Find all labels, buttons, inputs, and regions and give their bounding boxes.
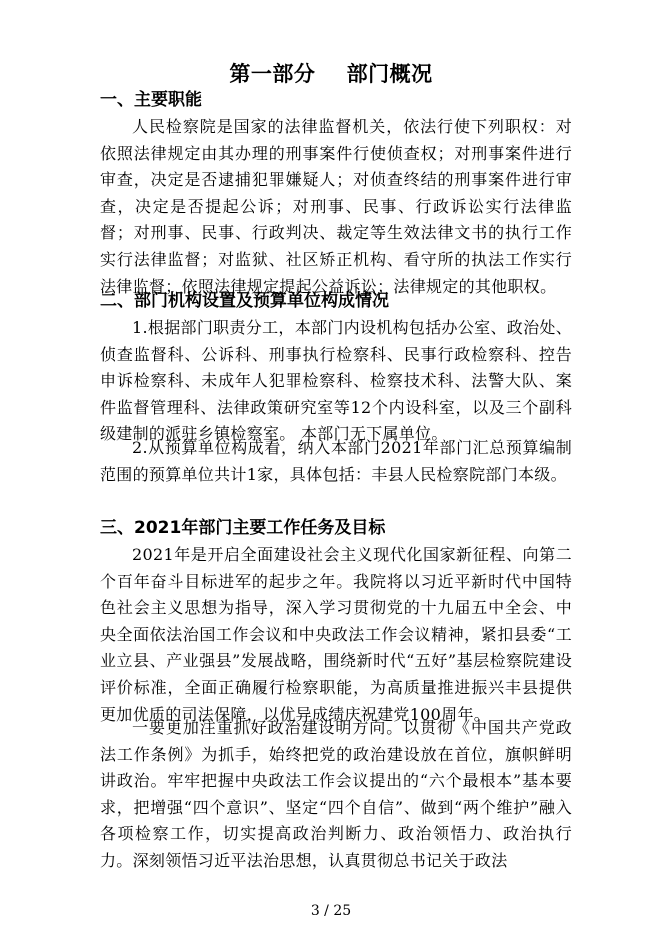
page-title: 第一部分 部门概况: [229, 62, 433, 86]
paragraph-2021-overview: 2021年是开启全面建设社会主义现代化国家新征程、向第二个百年奋斗目标进军的起步之年。我院将以习近平新时代中国特色社会主义思想为指导，深入学习贯彻党的十九届五中全会、中央全面依法治国工作会议和中央政法工作会议精神，紧扣县委“工业立县、产业强县”发展战略，围绕新时代“五好”基层检察院建设评价标准，全面正确履行检察职能，为高质量推进振兴丰县提供更加优质的司法保障，以优异成绩庆祝建党100周年。: [100, 545, 572, 724]
section-heading-main-functions: 一、主要职能: [100, 90, 202, 110]
paragraph-internal-departments: 1.根据部门职责分工，本部门内设机构包括办公室、政治处、侦查监督科、公诉科、刑事执行检察科、民事行政检察科、控告申诉检察科、未成年人犯罪检察科、检察技术科、法警大队、案件监督管理科、法律政策研究室等12个内设科室，以及三个副科级建制的派驻乡镇检察室。 本部门无下属单位。: [100, 318, 572, 444]
section-heading-organization: 二、部门机构设置及预算单位构成情况: [100, 291, 389, 311]
section-heading-tasks-goals: 三、2021年部门主要工作任务及目标: [100, 518, 386, 538]
paragraph-budget-units: 2.从预算单位构成看，纳入本部门2021年部门汇总预算编制范围的预算单位共计1家，具体包括：丰县人民检察院部门本级。: [100, 438, 572, 484]
paragraph-main-functions: 人民检察院是国家的法律监督机关，依法行使下列职权：对依照法律规定由其办理的刑事案件行使侦查权；对刑事案件进行审查，决定是否逮捕犯罪嫌疑人；对侦查终结的刑事案件进行审查，决定是否提起公诉；对刑事、民事、行政诉讼实行法律监督；对刑事、民事、行政判决、裁定等生效法律文书的执行工作实行法律监督；对监狱、社区矫正机构、看守所的执法工作实行法律监督；依照法律规定提起公益诉讼；法律规定的其他职权。: [100, 117, 572, 296]
paragraph-political-building: 一要更加注重抓好政治建设明方向。以贯彻《中国共产党政法工作条例》为抓手，始终把党的政治建设放在首位，旗帜鲜明讲政治。牢牢把握中央政法工作会议提出的“六个最根本”基本要求，把增强“四个意识”、坚定“四个自信”、做到“两个维护”融入各项检察工作，切实提高政治判断力、政治领悟力、政治执行力。深刻领悟习近平法治思想，认真贯彻总书记关于政法: [100, 718, 572, 870]
page-number: 3 / 25: [310, 903, 352, 919]
